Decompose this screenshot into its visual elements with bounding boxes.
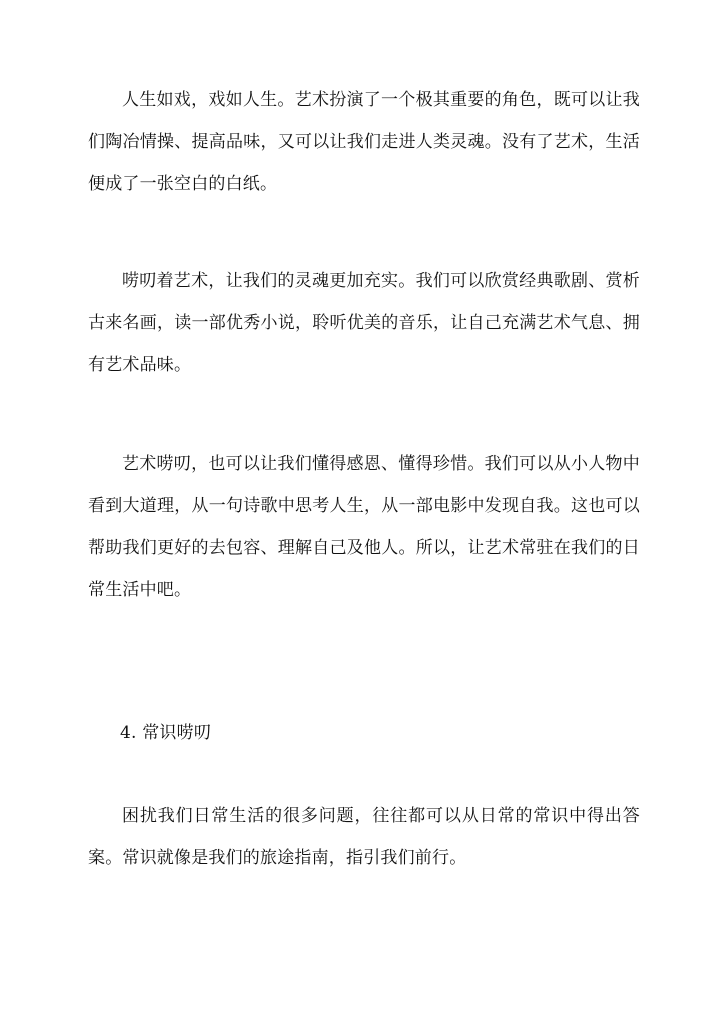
section-heading: 4. 常识唠叨 xyxy=(120,723,212,743)
paragraph-art-soul: 唠叨着艺术，让我们的灵魂更加充实。我们可以欣赏经典歌剧、赏析古来名画，读一部优秀小说，聆听优美的音乐，让自己充满艺术气息、拥有艺术品味。 xyxy=(88,271,640,375)
paragraph-art-role: 人生如戏，戏如人生。艺术扮演了一个极其重要的角色，既可以让我们陶冶情操、提高品味，又可以让我们走进人类灵魂。没有了艺术，生活便成了一张空白的白纸。 xyxy=(88,90,640,194)
paragraph-art-gratitude: 艺术唠叨，也可以让我们懂得感恩、懂得珍惜。我们可以从小人物中看到大道理，从一句诗歌中思考人生，从一部电影中发现自我。这也可以帮助我们更好的去包容、理解自己及他人。所以，让艺术常驻在我们的日常生活中吧。 xyxy=(88,454,640,600)
paragraph-common-sense: 困扰我们日常生活的很多问题，往往都可以从日常的常识中得出答案。常识就像是我们的旅途指南，指引我们前行。 xyxy=(88,806,640,868)
